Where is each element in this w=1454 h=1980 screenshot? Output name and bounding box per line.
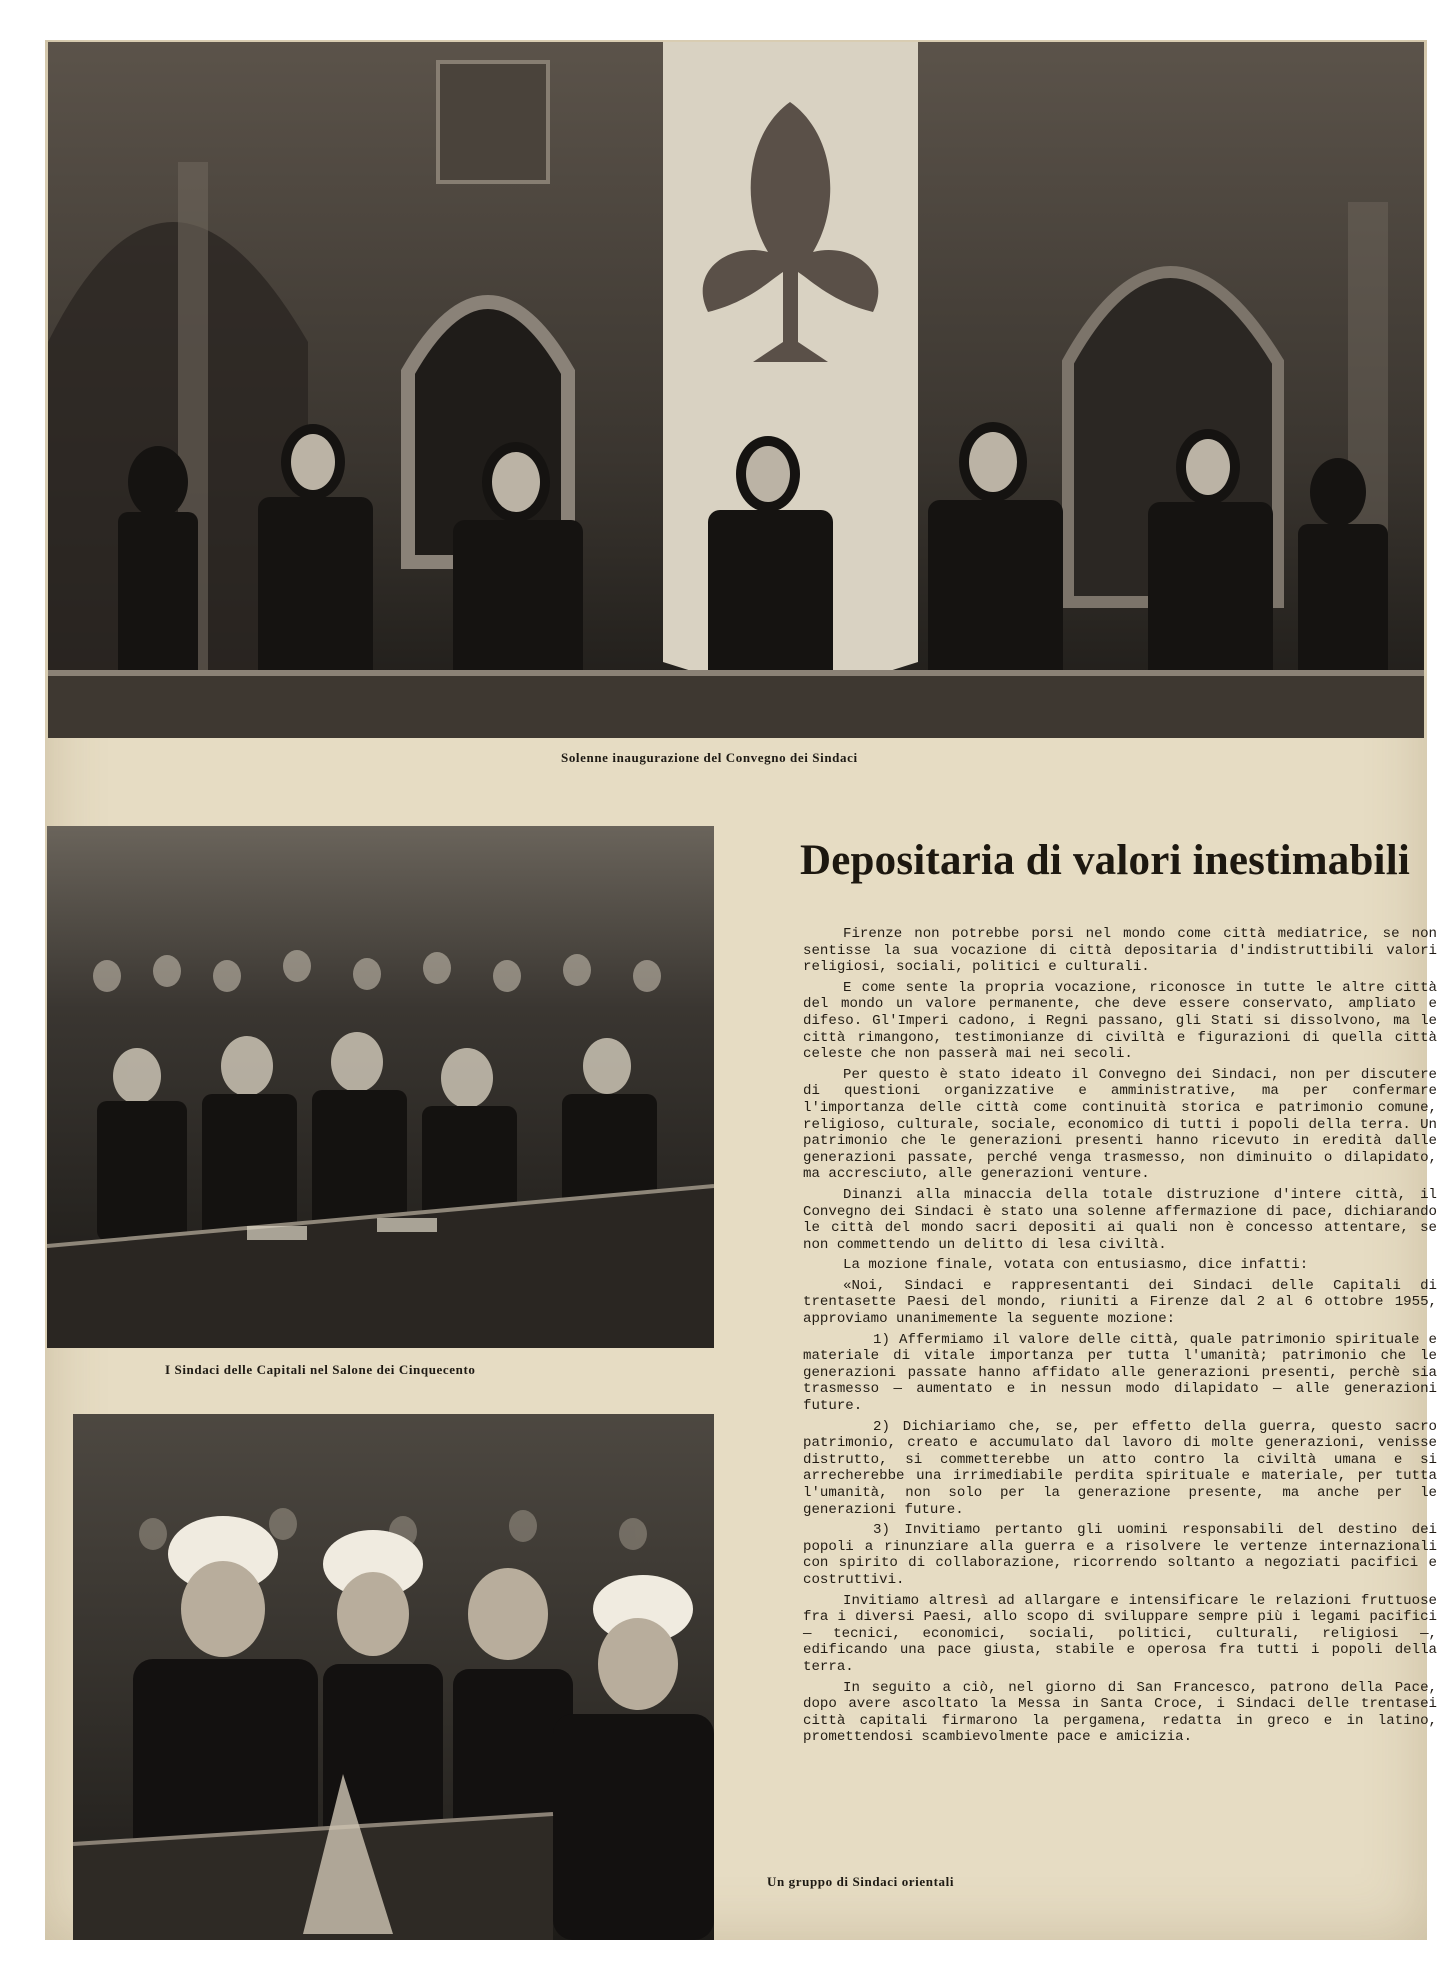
caption-top: Solenne inaugurazione del Convegno dei Sindaci bbox=[561, 750, 858, 765]
caption-middle: I Sindaci delle Capitali nel Salone dei Cinquecento bbox=[165, 1362, 476, 1377]
article-paragraph: Firenze non potrebbe porsi nel mondo come città mediatrice, se non sentisse la sua vocazione di città depositaria d'indistruttibili valori religiosi, sociali, politici e culturali. bbox=[803, 926, 1437, 976]
motion-point-2: 2) Dichiariamo che, se, per effetto della guerra, questo sacro patrimonio, creato e accumulato dal lavoro di molte generazioni, venisse distrutto, si commetterebbe un atto contro la civiltà umana e si arrecherebbe una irrimediabile perdita spirituale e materiale, per tutta l'umanità, non solo per la generazione presente, ma anche per le generazioni future. bbox=[803, 1418, 1437, 1518]
magazine-page bbox=[45, 40, 1437, 1940]
delegates-illustration bbox=[73, 1414, 714, 1940]
article-paragraph: In seguito a ciò, nel giorno di San Francesco, patrono della Pace, dopo avere ascoltato la Messa in Santa Croce, i Sindaci delle trentasei città capitali firmarono la pergamena, redatta in greco e in latino, promettendosi scambievolmente pace e amicizia. bbox=[803, 1679, 1437, 1746]
caption-bottom: Un gruppo di Sindaci orientali bbox=[767, 1874, 955, 1889]
photo-salone bbox=[47, 826, 714, 1348]
article-paragraph: E come sente la propria vocazione, riconosce in tutte le altre città del mondo un valore permanente, che deve essere conservato, ampliato e difeso. Gl'Imperi cadono, i Regni passano, gli Stati si dissolvono, ma le città rimangono, testimonianze di civiltà e figurazioni di quella città celeste che non passerà mai nei secoli. bbox=[803, 979, 1437, 1063]
motion-intro: «Noi, Sindaci e rappresentanti dei Sindaci delle Capitali di trentasette Paesi del mondo, riuniti a Firenze dal 2 al 6 ottobre 1955, approviamo unanimemente la seguente mozione: bbox=[803, 1277, 1437, 1328]
article-paragraph: Dinanzi alla minaccia della totale distruzione d'intere città, il Convegno dei Sindaci è stato una solenne affermazione di pace, dichiarando le città del mondo sacri depositi ai quali non è concesso attentare, se non commettendo un delitto di lesa civiltà. bbox=[803, 1186, 1437, 1253]
motion-point-1: 1) Affermiamo il valore delle città, quale patrimonio spirituale e materiale di vitale importanza per tutta l'umanità; patrimonio che le generazioni passate hanno affidato alle generazioni presenti, perchè sia trasmesso — aumentato e in nessun modo dilapidato — alle generazioni future. bbox=[803, 1331, 1437, 1415]
article-title: Depositaria di valori inestimabili bbox=[800, 837, 1410, 884]
ceremony-illustration bbox=[48, 42, 1424, 738]
article-paragraph: Per questo è stato ideato il Convegno dei Sindaci, non per discutere di questioni organizzative e amministrative, ma per confermare l'importanza delle città come continuità storica e patrimonio comune, religioso, culturale, sociale, economico di tutti i popoli della terra. Un patrimonio che le generazioni presenti hanno ricevuto in eredità dalle generazioni passate, perché venga trasmesso, non diminuito o dilapidato, ma accresciuto, alle generazioni venture. bbox=[803, 1066, 1437, 1183]
article-paragraph: La mozione finale, votata con entusiasmo, dice infatti: bbox=[843, 1257, 1309, 1274]
photo-sindaci-orientali bbox=[73, 1414, 714, 1940]
motion-point-3: 3) Invitiamo pertanto gli uomini responsabili del destino dei popoli a rinunziare alla guerra e a risolvere le vertenze internazionali con spirito di collaborazione, ricorrendo soltanto a negoziati pacifici e costruttivi. bbox=[803, 1522, 1437, 1588]
assembly-illustration bbox=[47, 826, 714, 1348]
article-paragraph: Invitiamo altresì ad allargare e intensificare le relazioni fruttuose fra i diversi Paesi, allo scopo di sviluppare sempre più i legami pacifici — tecnici, economici, sociali, politici, culturali, religiosi —, edificando una pace giusta, stabile e operosa fra tutti i popoli della terra. bbox=[803, 1592, 1437, 1675]
article-body bbox=[803, 926, 1437, 1750]
photo-inaugurazione bbox=[48, 42, 1424, 738]
